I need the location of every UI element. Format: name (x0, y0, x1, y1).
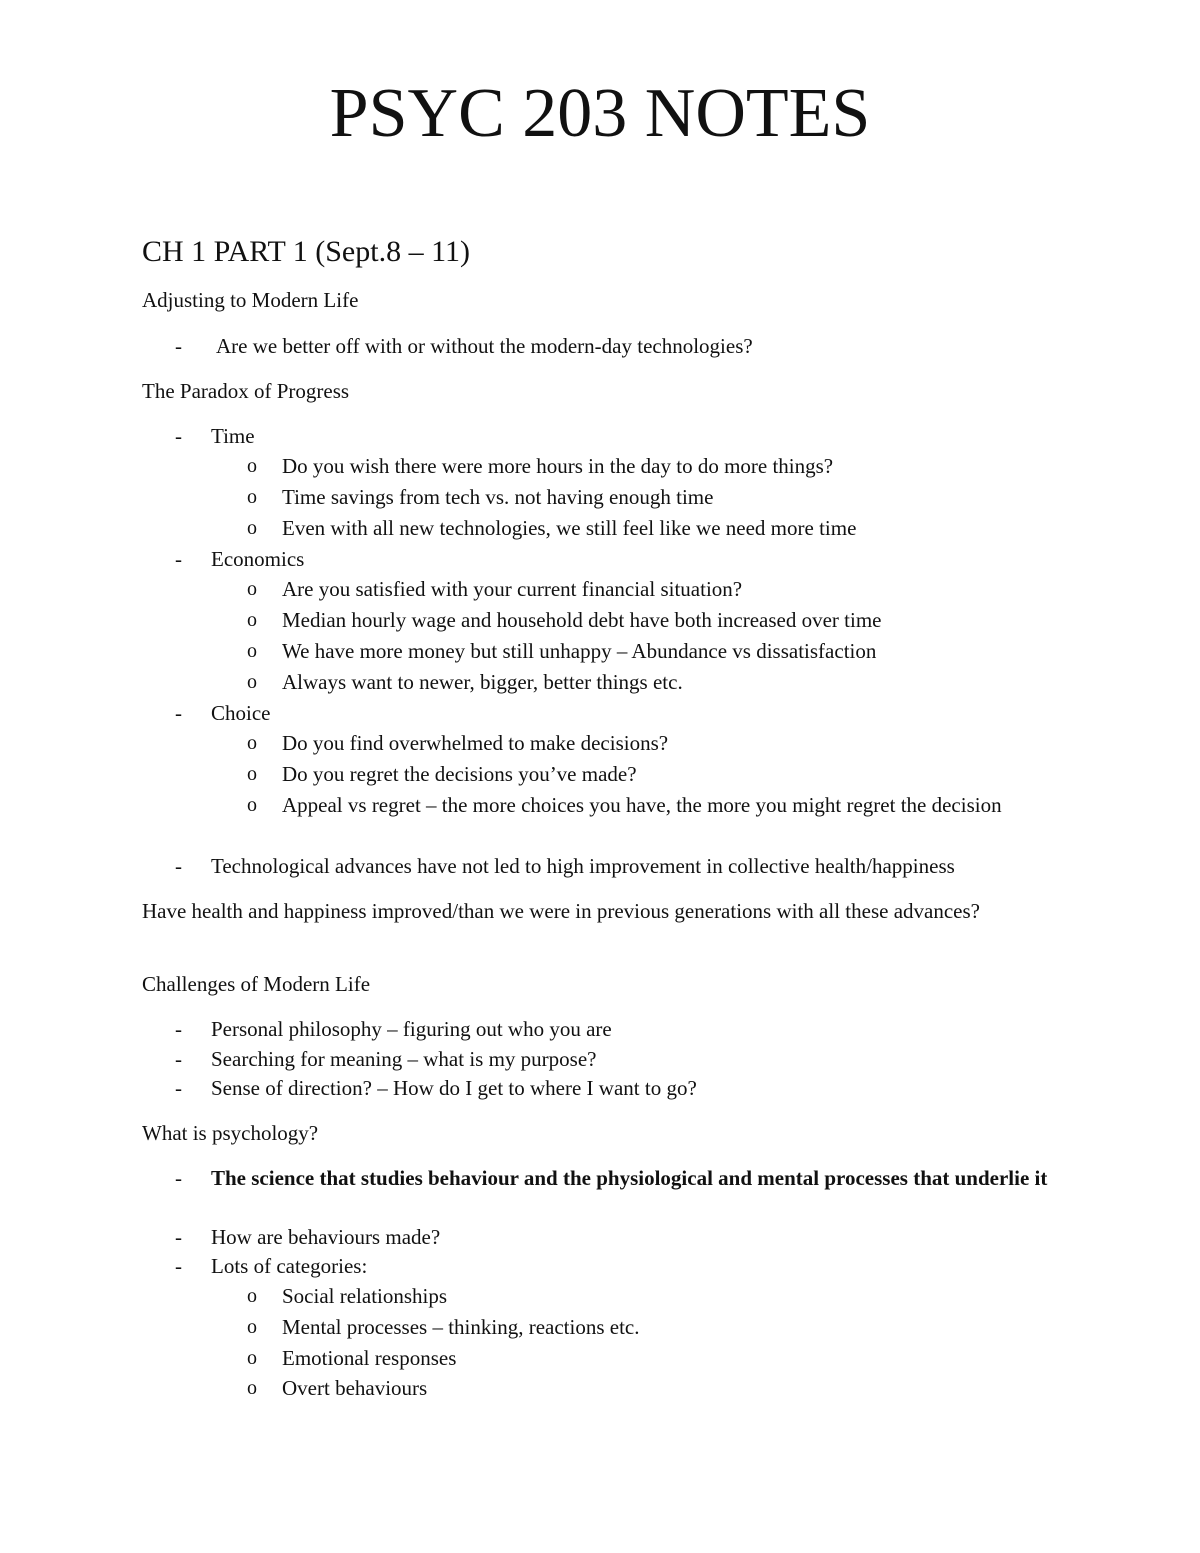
choice-sub-item: Appeal vs regret – the more choices you have, the more you might regret the decision (282, 793, 1002, 817)
psychology-item: How are behaviours made? (211, 1225, 441, 1249)
bullet-marker: o (247, 671, 257, 693)
dash-marker: - (175, 547, 182, 571)
bullet-marker: o (247, 1316, 257, 1338)
time-sub-item: Even with all new technologies, we still feel like we need more time (282, 516, 857, 540)
dash-marker: - (175, 1225, 182, 1249)
category-item: Emotional responses (282, 1346, 457, 1370)
category-item: Social relationships (282, 1284, 448, 1308)
section-heading: CH 1 PART 1 (Sept.8 – 11) (142, 235, 470, 268)
health-question: Have health and happiness improved/than we were in previous generations with all these advances? (142, 899, 980, 923)
dash-marker: - (175, 424, 182, 448)
economics-sub-item: Median hourly wage and household debt have both increased over time (282, 608, 882, 632)
technology-item: Technological advances have not led to high improvement in collective health/happiness (211, 854, 955, 878)
category-item: Overt behaviours (282, 1376, 428, 1400)
bullet-marker: o (247, 609, 257, 631)
category-item: Mental processes – thinking, reactions etc. (282, 1315, 640, 1339)
bullet-marker: o (247, 640, 257, 662)
dash-marker: - (175, 1017, 182, 1041)
bullet-marker: o (247, 1377, 257, 1399)
challenges-heading: Challenges of Modern Life (142, 972, 371, 996)
time-label: Time (211, 424, 255, 448)
time-sub-item: Time savings from tech vs. not having enough time (282, 485, 714, 509)
page-title: PSYC 203 NOTES (329, 75, 871, 152)
choice-sub-item: Do you find overwhelmed to make decisions? (282, 731, 669, 755)
choice-sub-item: Do you regret the decisions you’ve made? (282, 762, 637, 786)
bullet-marker: o (247, 455, 257, 477)
time-sub-item: Do you wish there were more hours in the day to do more things? (282, 454, 834, 478)
psychology-item: Lots of categories: (211, 1254, 368, 1278)
paradox-heading: The Paradox of Progress (142, 379, 350, 403)
psychology-definition: The science that studies behaviour and the physiological and mental processes that underlie it (211, 1166, 1048, 1190)
choice-label: Choice (211, 701, 271, 725)
dash-marker: - (175, 1047, 182, 1071)
dash-marker: - (175, 701, 182, 725)
psychology-heading: What is psychology? (142, 1121, 319, 1145)
bullet-marker: o (247, 763, 257, 785)
economics-sub-item: We have more money but still unhappy – Abundance vs dissatisfaction (282, 639, 877, 663)
bullet-marker: o (247, 794, 257, 816)
bullet-marker: o (247, 578, 257, 600)
bullet-marker: o (247, 517, 257, 539)
economics-label: Economics (211, 547, 305, 571)
dash-marker: - (175, 334, 182, 358)
dash-marker: - (175, 1166, 182, 1190)
challenge-item: Searching for meaning – what is my purpose? (211, 1047, 597, 1071)
challenge-item: Sense of direction? – How do I get to where I want to go? (211, 1076, 697, 1100)
dash-marker: - (175, 1254, 182, 1278)
dash-marker: - (175, 1076, 182, 1100)
dash-marker: - (175, 854, 182, 878)
bullet-marker: o (247, 732, 257, 754)
bullet-marker: o (247, 1347, 257, 1369)
bullet-marker: o (247, 486, 257, 508)
bullet-marker: o (247, 1285, 257, 1307)
adjusting-item: Are we better off with or without the modern-day technologies? (216, 334, 753, 358)
challenge-item: Personal philosophy – figuring out who you are (211, 1017, 612, 1041)
economics-sub-item: Always want to newer, bigger, better things etc. (282, 670, 683, 694)
economics-sub-item: Are you satisfied with your current financial situation? (282, 577, 743, 601)
adjusting-heading: Adjusting to Modern Life (142, 288, 359, 312)
